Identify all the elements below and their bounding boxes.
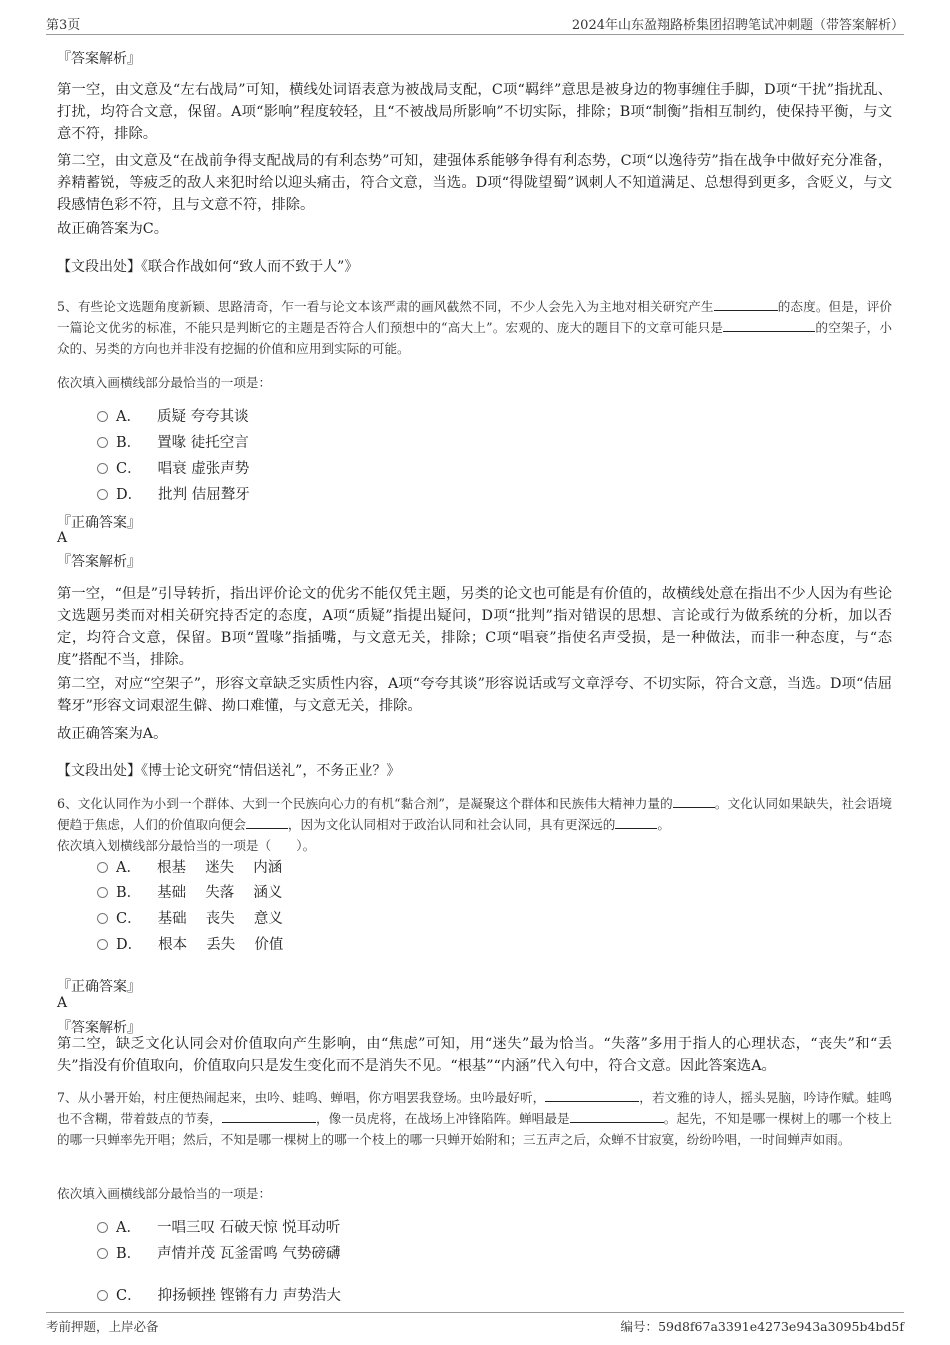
q4-analysis-para1: 第一空，由文意及“左右战局”可知，横线处词语表意为被战局支配，C项“羁绊”意思是被身边的物事缠住手脚，D项“干扰”指扰乱、打扰，均符合文意，保留。A项“影响”程度较轻，且“不被战局所影响”不切实际，排除；B项“制衡”指相互制约，使保持平衡，与文意不符，排除。 xyxy=(57,82,892,142)
radio-icon[interactable] xyxy=(97,862,108,873)
fill-blank xyxy=(615,815,657,829)
fill-blank xyxy=(723,318,815,332)
q6-option-c[interactable]: C． 基础 丧失 意义 xyxy=(97,907,283,928)
radio-icon[interactable] xyxy=(97,887,108,898)
q6-instruction: 依次填入划横线部分最恰当的一项是（ ）。 xyxy=(57,838,316,853)
q5-question-text: 5、有些论文选题角度新颖、思路清奇，乍一看与论文本该严肃的画风截然不同，不少人会先入为主地对相关研究产生 的态度。但是，评价一篇论文优劣的标准，不能只是判断它的主题是否符合人们预想中的“高大上”。宏观的、庞大的题目下的文章可能只是 的空架子，小众的、另类的方向也并非没有挖掘的价值和应用到实际的可能。 xyxy=(57,299,893,356)
q5-option-d[interactable]: D． 批判 佶屈聱牙 xyxy=(97,483,250,504)
fill-blank xyxy=(246,815,288,829)
q5-analysis-label: 『答案解析』 xyxy=(57,554,141,570)
page-number: 第3页 xyxy=(46,18,81,33)
q7-question-text: 7、从小暑开始，村庄便热闹起来，虫吟、蛙鸣、蝉唱，你方唱罢我登场。虫吟最好听， ，若文雅的诗人，摇头晃脑，吟诗作赋。蛙鸣也不含糊，带着鼓点的节奏， ，像一员虎将，在战场上冲锋陷阵。蝉唱最是 。起先，不知是哪一棵树上的哪一个枝上的哪一只蝉率先开唱；然后，不知是哪一棵树上的哪一个枝上的哪一只蝉开始附和；三五声之后，众蝉不甘寂寞，纷纷吟唱，一时间蝉声如雨。 xyxy=(57,1090,893,1147)
radio-icon[interactable] xyxy=(97,1290,108,1301)
radio-icon[interactable] xyxy=(97,437,108,448)
fill-blank xyxy=(714,297,778,311)
footer-code: 编号：59d8f67a3391e4273e943a3095b4bd5f xyxy=(620,1319,904,1334)
q6-question-text: 6、文化认同作为小到一个群体、大到一个民族向心力的有机“黏合剂”，是凝聚这个群体和民族伟大精神力量的 。文化认同如果缺失，社会语境便趋于焦虑，人们的价值取向便会 ，因为文化认同相对于政治认同和社会认同，具有更深远的 。 xyxy=(57,796,893,832)
q6-analysis-para: 第二空，缺乏文化认同会对价值取向产生影响，由“焦虑”可知，用“迷失”最为恰当。“失落”多用于指人的心理状态，“丧失”和“丢失”指没有价值取向，价值取向只是发生变化而不是消失不见。“根基”“内涵”代入句中，符合文意。因此答案选A。 xyxy=(57,1036,892,1074)
radio-icon[interactable] xyxy=(97,1222,108,1233)
document-title: 2024年山东盈翔路桥集团招聘笔试冲刺题（带答案解析） xyxy=(571,18,904,33)
q7-option-a[interactable]: A． 一唱三叹 石破天惊 悦耳动听 xyxy=(97,1216,340,1237)
q5-conclusion: 故正确答案为A。 xyxy=(57,726,168,742)
fill-blank xyxy=(222,1109,316,1123)
radio-icon[interactable] xyxy=(97,1248,108,1259)
radio-icon[interactable] xyxy=(97,463,108,474)
q5-option-c[interactable]: C． 唱衰 虚张声势 xyxy=(97,457,249,478)
q6-correct-label: 『正确答案』 xyxy=(57,979,141,995)
q4-analysis-para2: 第二空，由文意及“在战前争得支配战局的有利态势”可知，建强体系能够争得有利态势，C项“以逸待劳”指在战争中做好充分准备，养精蓄锐，等疲乏的敌人来犯时给以迎头痛击，符合文意，当选。D项“得陇望蜀”讽刺人不知道满足、总想得到更多，含贬义，与文段感情色彩不符，且与文意不符，排除。 xyxy=(57,153,892,213)
fill-blank xyxy=(545,1088,639,1102)
q5-option-a[interactable]: A． 质疑 夸夸其谈 xyxy=(97,405,249,426)
q7-instruction: 依次填入画横线部分最恰当的一项是： xyxy=(57,1186,272,1201)
q7-option-b[interactable]: B． 声情并茂 瓦釜雷鸣 气势磅礴 xyxy=(97,1242,340,1263)
fill-blank xyxy=(570,1109,664,1123)
q4-source: 【文段出处】《联合作战如何“致人而不致于人”》 xyxy=(57,259,359,275)
radio-icon[interactable] xyxy=(97,913,108,924)
radio-icon[interactable] xyxy=(97,939,108,950)
q7-option-c[interactable]: C． 抑扬顿挫 铿锵有力 声势浩大 xyxy=(97,1284,341,1305)
radio-icon[interactable] xyxy=(97,489,108,500)
footer-slogan: 考前押题，上岸必备 xyxy=(46,1319,159,1334)
q6-option-a[interactable]: A． 根基 迷失 内涵 xyxy=(97,856,282,877)
radio-icon[interactable] xyxy=(97,411,108,422)
q6-option-b[interactable]: B． 基础 失落 涵义 xyxy=(97,881,282,902)
q5-correct-label: 『正确答案』 xyxy=(57,515,141,531)
q5-analysis-para1: 第一空，“但是”引导转折，指出评价论文的优劣不能仅凭主题，另类的论文也可能是有价值的，故横线处意在指出不少人因为有些论文选题另类而对相关研究持否定的态度，A项“质疑”指提出疑问，D项“批判”指对错误的思想、言论或行为做系统的分析，加以否定，均符合文意，保留。B项“置喙”指插嘴，与文意无关，排除；C项“唱衰”指使名声受损，是一种做法，而非一种态度，与“态度”搭配不当，排除。 xyxy=(57,586,892,668)
q5-source: 【文段出处】《博士论文研究“情侣送礼”，不务正业？》 xyxy=(57,763,401,779)
q5-analysis-para2: 第二空，对应“空架子”，形容文章缺乏实质性内容，A项“夸夸其谈”形容说话或写文章浮夸、不切实际，符合文意，当选。D项“佶屈聱牙”形容文词艰涩生僻、拗口难懂，与文意无关，排除。 xyxy=(57,676,892,714)
page-header xyxy=(46,14,904,35)
q4-conclusion: 故正确答案为C。 xyxy=(57,221,169,237)
q4-analysis-label: 『答案解析』 xyxy=(57,51,141,67)
q5-answer: A xyxy=(57,530,68,546)
q5-instruction: 依次填入画横线部分最恰当的一项是： xyxy=(57,375,272,390)
fill-blank xyxy=(673,794,715,808)
q6-option-d[interactable]: D． 根本 丢失 价值 xyxy=(97,933,283,954)
page-footer xyxy=(46,1312,904,1335)
q5-option-b[interactable]: B． 置喙 徒托空言 xyxy=(97,431,249,452)
q6-answer: A xyxy=(57,995,68,1011)
q6-analysis-label: 『答案解析』 xyxy=(57,1020,141,1036)
